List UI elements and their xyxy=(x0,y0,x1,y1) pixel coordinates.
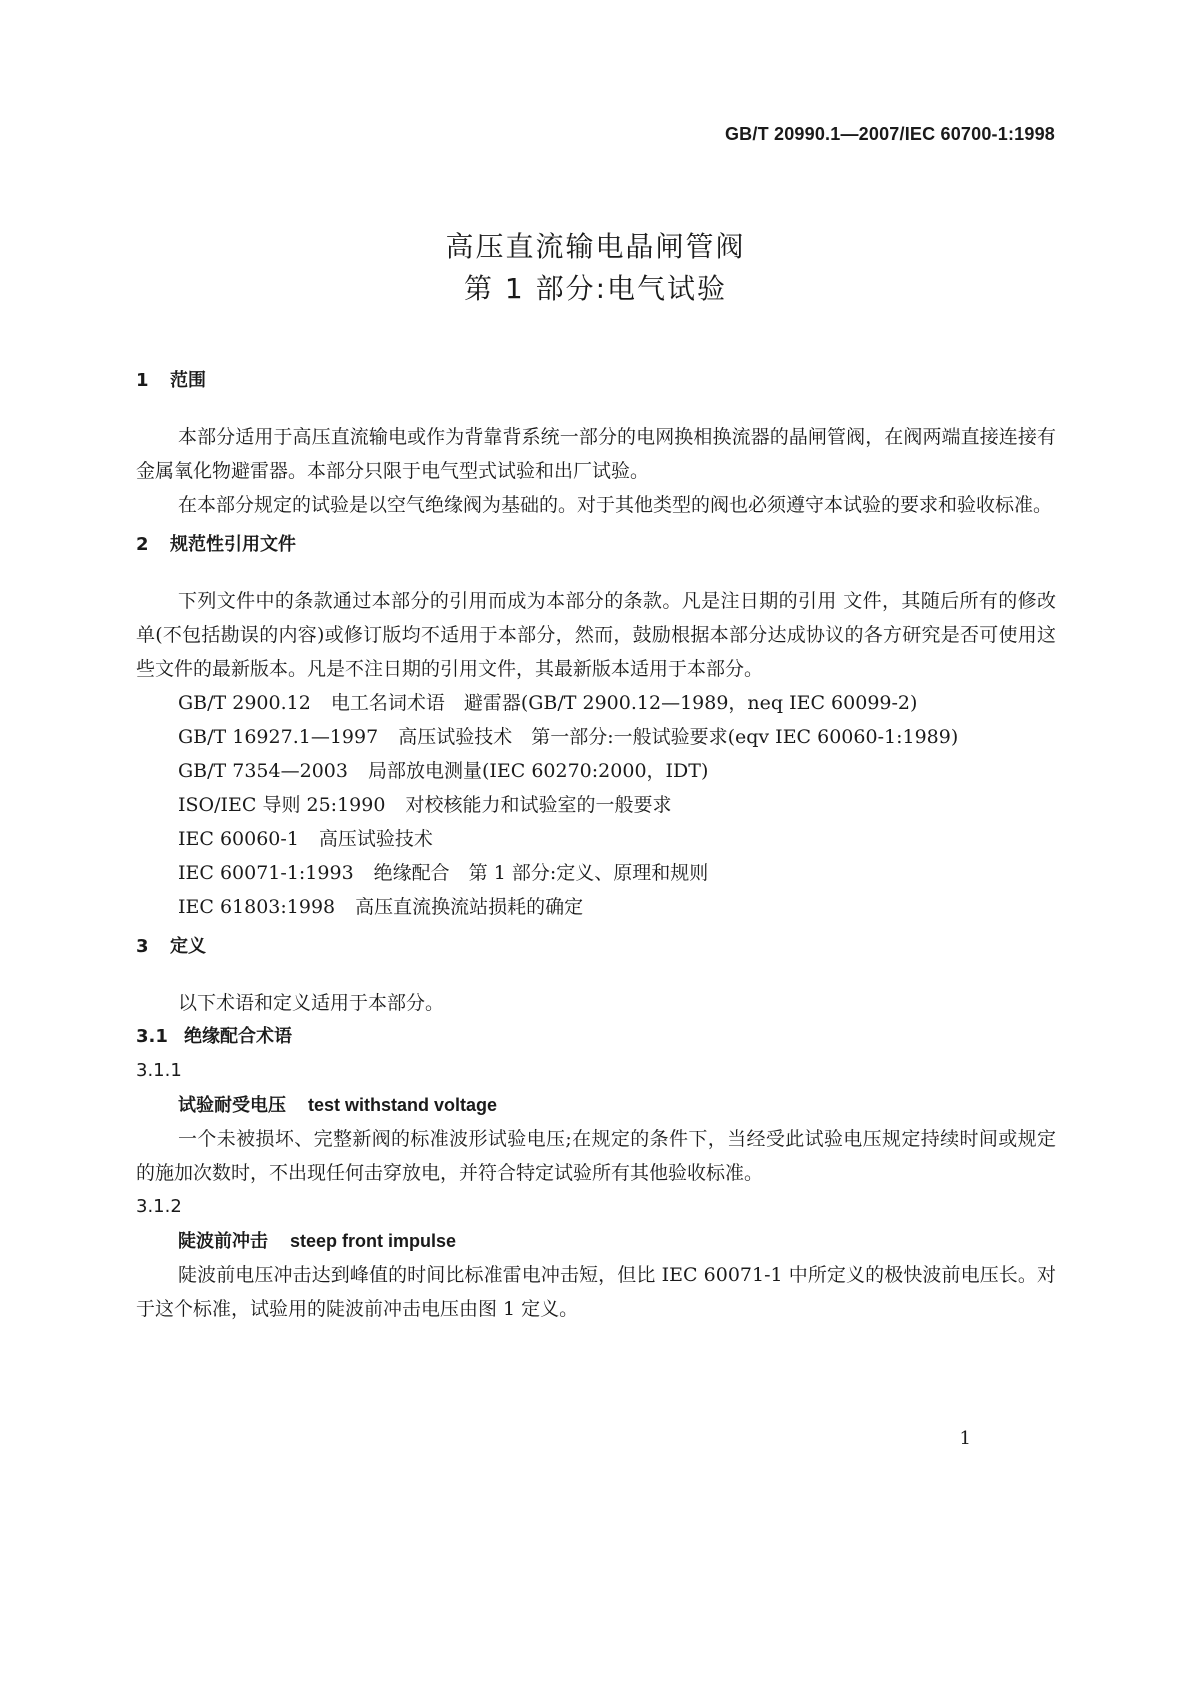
term-heading xyxy=(136,1224,1056,1258)
clause-3-1-1-number: 3.1.1 xyxy=(136,1060,182,1081)
reference-code: GB/T 7354—2003 xyxy=(178,760,348,782)
reference-code: GB/T 16927.1—1997 xyxy=(178,726,379,748)
reference-title: 高压试验技术 第一部分:一般试验要求(eqv IEC 60060-1:1989) xyxy=(398,726,959,748)
subsection-3-1-heading xyxy=(136,1020,1056,1054)
title-line-1: 高压直流输电晶闸管阀 xyxy=(445,230,746,263)
definitions-intro: 以下术语和定义适用于本部分。 xyxy=(178,992,445,1014)
reference-title: 电工名词术语 避雷器(GB/T 2900.12—1989，neq IEC 60099-2) xyxy=(330,692,918,714)
term-heading xyxy=(136,1088,1056,1122)
page-number: 1 xyxy=(959,1428,971,1449)
section-title: 范围 xyxy=(170,370,206,391)
reference-item xyxy=(136,686,1056,720)
reference-item xyxy=(136,822,1056,856)
reference-code: IEC 60060-1 xyxy=(178,828,299,850)
scope-paragraph-2: 在本部分规定的试验是以空气绝缘阀为基础的。对于其他类型的阀也必须遵守本试验的要求和验收标准。 xyxy=(178,494,1053,516)
section-number: 2 xyxy=(136,534,149,555)
term-definition: 一个未被损坏、完整新阀的标准波形试验电压;在规定的条件下，当经受此试验电压规定持续时间或规定的施加次数时，不出现任何击穿放电，并符合特定试验所有其他验收标准。 xyxy=(136,1128,1056,1184)
reference-title: 高压试验技术 xyxy=(318,828,433,850)
reference-title: 高压直流换流站损耗的确定 xyxy=(355,896,584,918)
section-number: 1 xyxy=(136,370,149,391)
reference-title: 对校核能力和试验室的一般要求 xyxy=(405,794,672,816)
title-line-2: 第 1 部分:电气试验 xyxy=(463,272,728,305)
reference-code: GB/T 2900.12 xyxy=(178,692,311,714)
scope-paragraph-1: 本部分适用于高压直流输电或作为背靠背系统一部分的电网换相换流器的晶闸管阀，在阀两端直接连接有金属氧化物避雷器。本部分只限于电气型式试验和出厂试验。 xyxy=(136,426,1056,482)
reference-title: 局部放电测量(IEC 60270:2000，IDT) xyxy=(367,760,709,782)
term-chinese: 陡波前冲击 xyxy=(178,1231,268,1252)
section-number: 3 xyxy=(136,936,149,957)
section-title: 规范性引用文件 xyxy=(170,534,296,555)
standard-number: GB/T 20990.1—2007/IEC 60700-1:1998 xyxy=(724,124,1055,144)
reference-title: 绝缘配合 第 1 部分:定义、原理和规则 xyxy=(373,862,709,884)
reference-code: ISO/IEC 导则 25:1990 xyxy=(178,794,386,816)
document-title xyxy=(0,226,1191,310)
term-definition: 陡波前电压冲击达到峰值的时间比标准雷电冲击短，但比 IEC 60071-1 中所定义的极快波前电压长。对于这个标准，试验用的陡波前冲击电压由图 1 定义。 xyxy=(136,1264,1056,1320)
reference-code: IEC 60071-1:1993 xyxy=(178,862,354,884)
term-english: steep front impulse xyxy=(290,1231,457,1251)
reference-item xyxy=(136,788,1056,822)
reference-item xyxy=(136,754,1056,788)
references-intro: 下列文件中的条款通过本部分的引用而成为本部分的条款。凡是注日期的引用 文件，其随后所有的修改单(不包括勘误的内容)或修订版均不适用于本部分，然而，鼓励根据本部分达成协议的各方研究是否可使用这些文件的最新版本。凡是不注日期的引用文件，其最新版本适用于本部分。 xyxy=(136,590,1056,680)
clause-3-1-2-number: 3.1.2 xyxy=(136,1196,182,1217)
section-2-heading xyxy=(136,528,1056,562)
section-1-heading xyxy=(136,364,1056,398)
reference-item xyxy=(136,856,1056,890)
reference-code: IEC 61803:1998 xyxy=(178,896,336,918)
section-title: 定义 xyxy=(170,936,206,957)
reference-item xyxy=(136,720,1056,754)
subsection-title: 绝缘配合术语 xyxy=(184,1026,292,1047)
section-3-heading xyxy=(136,930,1056,964)
term-english: test withstand voltage xyxy=(308,1095,498,1115)
document-body xyxy=(136,364,1056,1326)
subsection-number: 3.1 xyxy=(136,1026,168,1047)
reference-item xyxy=(136,890,1056,924)
term-chinese: 试验耐受电压 xyxy=(178,1095,286,1116)
